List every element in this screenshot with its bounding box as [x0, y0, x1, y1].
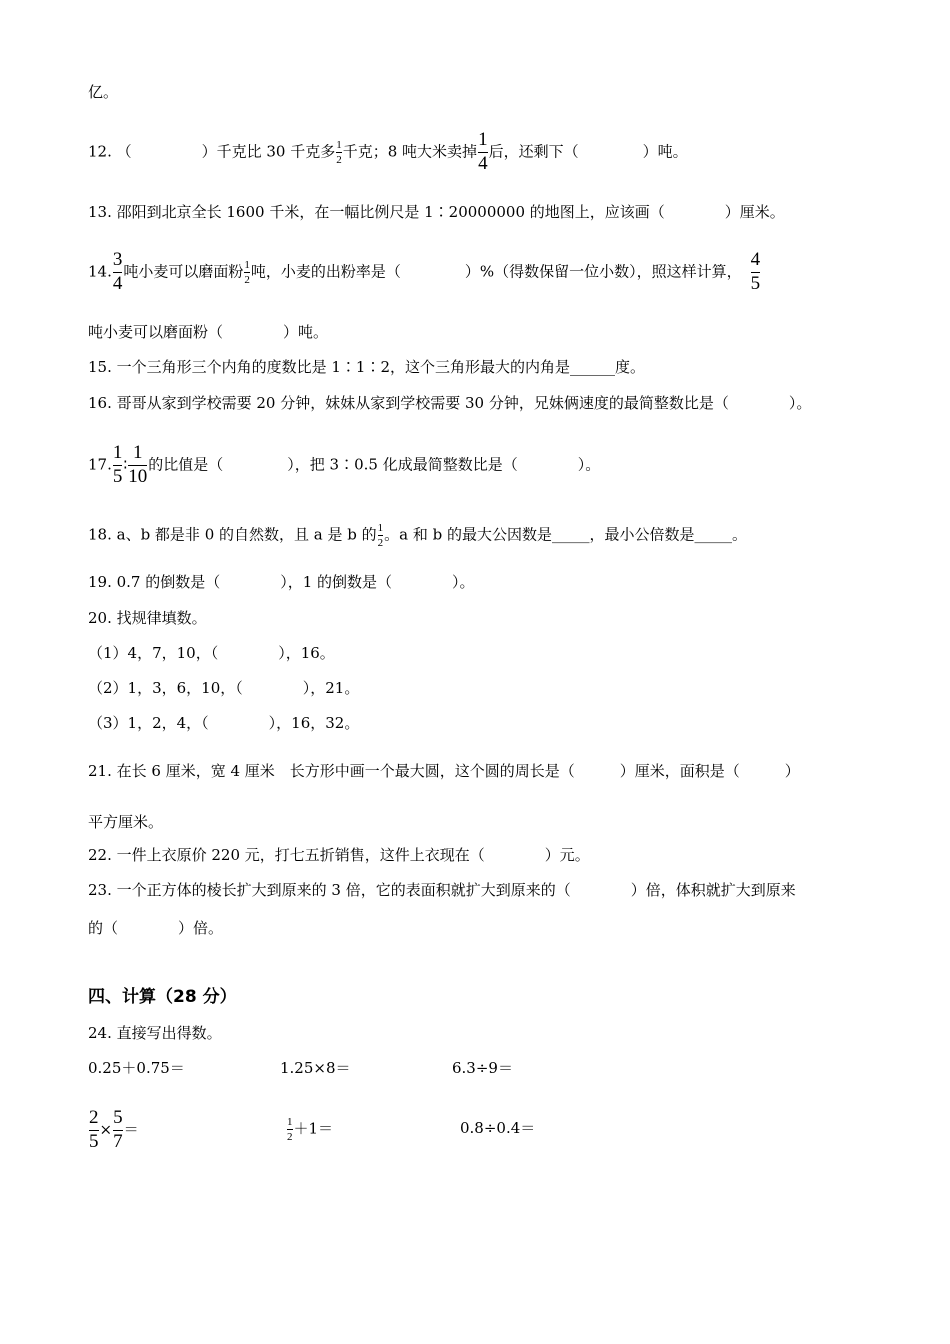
question-19: 19. 0.7 的倒数是（ ），1 的倒数是（ ）。: [88, 573, 475, 591]
plus-one-equals: ＋1＝: [293, 1119, 334, 1138]
q14-part-c: 吨，小麦的出粉率是（: [250, 262, 401, 281]
q18-part-a: 18. a、b 都是非 0 的自然数，且 a 是 b 的: [88, 525, 377, 544]
fraction-half: $\frac{1}{2}$: [336, 138, 342, 166]
fraction-half: $\frac{1}{2}$: [244, 258, 250, 286]
question-14: [88, 250, 761, 295]
question-18: [88, 522, 747, 549]
fraction-half: $\frac{1}{2}$: [287, 1116, 293, 1144]
question-20-3: （3）1，2，4，（ ），16，32。: [88, 714, 360, 732]
fraction-half: $\frac{1}{2}$: [377, 522, 384, 550]
calc-0-8-div-0-4: 0.8÷0.4＝: [460, 1119, 536, 1137]
question-15: 15. 一个三角形三个内角的度数比是 1∶1∶2，这个三角形最大的内角是______度。: [88, 358, 646, 376]
question-16: 16. 哥哥从家到学校需要 20 分钟，妹妹从家到学校需要 30 分钟，兄妹俩速度的最简整数比是（ ）。: [88, 394, 812, 412]
calc-6-3-div-9: 6.3÷9＝: [452, 1059, 513, 1077]
question-12: [88, 130, 688, 175]
q14-part-d: ）%（得数保留一位小数），照这样计算，: [464, 262, 742, 281]
question-24: 24. 直接写出得数。: [88, 1024, 222, 1042]
fraction-four-fifths: $\frac{4}{5}$: [750, 249, 761, 294]
q17-part-d: ），把 3∶0.5 化成最简整数比是（ ）。: [287, 455, 601, 474]
question-13: 13. 邵阳到北京全长 1600 千米，在一幅比例尺是 1∶20000000 的地图上，应该画（ ）厘米。: [88, 203, 785, 221]
question-23-continued: 的（ ）倍。: [88, 919, 224, 937]
q12-part-a: 12. （: [88, 142, 132, 161]
q17-ratio-sign: ∶: [123, 455, 128, 474]
calc-0-25-plus-0-75: 0.25＋0.75＝: [88, 1059, 185, 1077]
q12-part-d: 后，还剩下（: [488, 142, 579, 161]
question-20: 20. 找规律填数。: [88, 609, 207, 627]
q18-part-b: 。a 和 b 的最大公因数是_____，最小公倍数是_____。: [384, 525, 747, 544]
q11-tail: 亿。: [88, 83, 119, 101]
fraction-two-fifths: $\frac{2}{5}$: [89, 1107, 99, 1152]
fraction-fifth: $\frac{1}{5}$: [112, 442, 123, 487]
q12-part-e: ）吨。: [642, 142, 688, 161]
times-sign: ×: [99, 1120, 113, 1139]
question-20-1: （1）4，7，10，（ ），16。: [88, 644, 335, 662]
q12-part-b: ）千克比 30 千克多: [201, 142, 336, 161]
question-20-2: （2）1，3，6，10，（ ），21。: [88, 679, 360, 697]
equals-sign: ＝: [123, 1120, 139, 1139]
q17-part-a: 17.: [88, 455, 112, 474]
q17-part-c: 的比值是（: [148, 455, 224, 474]
question-17: [88, 443, 600, 488]
fraction-tenth: $\frac{1}{10}$: [128, 442, 148, 487]
q14-part-b: 吨小麦可以磨面粉: [123, 262, 244, 281]
calc-half-plus-one: [286, 1116, 333, 1143]
fraction-quarter: $\frac{1}{4}$: [478, 129, 488, 174]
section-heading-calculation: 四、计算（28 分）: [88, 987, 237, 1007]
fraction-five-sevenths: $\frac{5}{7}$: [113, 1107, 123, 1152]
question-21-continued: 平方厘米。: [88, 813, 164, 831]
question-23: 23. 一个正方体的棱长扩大到原来的 3 倍，它的表面积就扩大到原来的（ ）倍，体积就扩大到原来: [88, 881, 796, 899]
calc-fraction-product: [88, 1108, 139, 1153]
calc-1-25-times-8: 1.25×8＝: [280, 1059, 351, 1077]
question-22: 22. 一件上衣原价 220 元，打七五折销售，这件上衣现在（ ）元。: [88, 846, 590, 864]
q14-part-a: 14.: [88, 262, 112, 281]
fraction-three-quarters: $\frac{3}{4}$: [112, 249, 123, 294]
question-14-continued: 吨小麦可以磨面粉（ ）吨。: [88, 323, 329, 341]
question-21: 21. 在长 6 厘米，宽 4 厘米 长方形中画一个最大圆，这个圆的周长是（ ）厘米，面积是（ ）: [88, 762, 800, 780]
q12-part-c: 千克；8 吨大米卖掉: [342, 142, 478, 161]
